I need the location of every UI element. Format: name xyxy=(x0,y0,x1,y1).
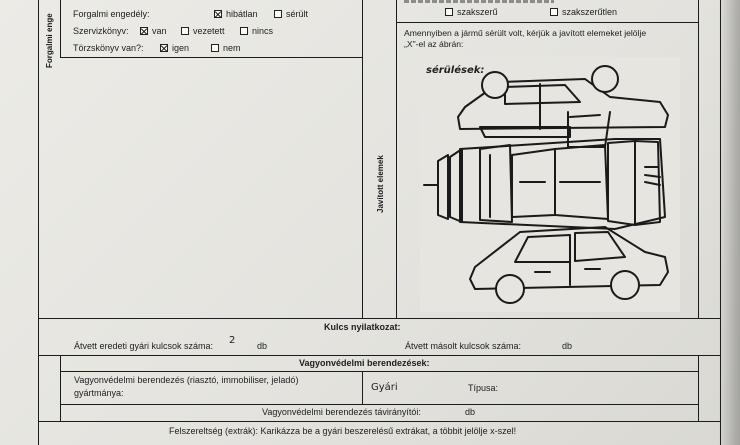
vagyon-right-line xyxy=(698,355,699,422)
damage-instruction-line1: Amennyiben a jármű sérült volt, kérjük a javított elemeket jelölje xyxy=(404,28,647,38)
remote-row-line xyxy=(60,404,698,405)
checkbox-szakszerutlen[interactable] xyxy=(550,8,558,16)
damage-label: sérülések: xyxy=(426,65,485,76)
checkbox-van[interactable] xyxy=(140,27,148,35)
kulcs-original-value: 2 xyxy=(229,335,236,346)
forgalmi-vertical-label: Forgalmi enge xyxy=(45,13,54,68)
vagyon-maker-label-1: Vagyonvédelmi berendezés (riasztó, immobiliser, jeladó) xyxy=(74,375,299,385)
checkbox-igen[interactable] xyxy=(160,44,168,52)
vagyon-left-line xyxy=(60,355,61,422)
checkbox-szakszeru[interactable] xyxy=(445,8,453,16)
felszereltseg-top-line xyxy=(38,421,720,422)
right-panel-divider xyxy=(396,22,698,23)
checkbox-vezetett[interactable] xyxy=(181,27,189,35)
checkbox-hibatlan[interactable] xyxy=(214,10,222,18)
vagyon-remote-unit: db xyxy=(465,407,476,417)
kulcs-original-label: Átvett eredeti gyári kulcsok száma: xyxy=(74,341,214,351)
kulcs-copy-unit: db xyxy=(562,341,573,351)
torzskonyv-label: Törzskönyv van?: xyxy=(73,43,144,53)
car-side-view-top xyxy=(458,66,668,147)
vagyon-gyari-value: Gyári xyxy=(371,382,398,393)
vagyon-maker-label-2: gyártmánya: xyxy=(74,388,124,398)
option-vezetett: vezetett xyxy=(193,26,225,36)
option-nem: nem xyxy=(223,43,241,53)
vagyon-tipus-label: Típusa: xyxy=(468,383,499,393)
checkbox-serult[interactable] xyxy=(274,10,282,18)
center-divider-line xyxy=(362,0,363,318)
checkbox-nem[interactable] xyxy=(211,44,219,52)
left-border-line xyxy=(38,0,39,445)
vagyon-col-line xyxy=(362,372,363,404)
page-edge-shadow xyxy=(718,0,740,445)
car-damage-diagram xyxy=(420,57,680,312)
felszereltseg-instruction: Felszereltség (extrák): Karikázza be a gyári beszerelésű extrákat, a többit jelölje x-szel! xyxy=(169,426,517,436)
upper-left-bottom-line xyxy=(60,57,362,58)
vagyon-top-line xyxy=(38,355,720,356)
option-szakszerutlen: szakszerűtlen xyxy=(562,7,618,17)
szervizkonyv-label: Szervizkönyv: xyxy=(73,26,129,36)
kulcs-top-line xyxy=(38,318,720,319)
car-side-view-bottom xyxy=(470,227,668,303)
checkbox-nincs[interactable] xyxy=(240,27,248,35)
option-nincs: nincs xyxy=(252,26,274,36)
right-panel-edge xyxy=(698,0,699,318)
option-igen: igen xyxy=(172,43,190,53)
kulcs-original-unit: db xyxy=(257,341,268,351)
cut-off-text xyxy=(404,0,554,3)
forgalmi-engedely-label: Forgalmi engedély: xyxy=(73,9,150,19)
kulcs-copy-label: Átvett másolt kulcsok száma: xyxy=(405,341,522,351)
option-van: van xyxy=(152,26,167,36)
javitott-divider xyxy=(396,0,397,318)
vagyon-title: Vagyonvédelmi berendezések: xyxy=(299,358,430,368)
kulcs-title: Kulcs nyilatkozat: xyxy=(324,322,401,332)
option-szakszeru: szakszerű xyxy=(457,7,498,17)
car-top-view-middle xyxy=(424,139,665,229)
javitott-elemek-vertical-label: Javított elemek xyxy=(376,155,385,213)
option-hibatlan: hibátlan xyxy=(226,9,258,19)
vagyon-remote-label: Vagyonvédelmi berendezés távirányítói: xyxy=(262,407,421,417)
vagyon-row-line xyxy=(60,371,698,372)
damage-instruction-line2: „X"-el az ábrán: xyxy=(404,39,464,49)
option-serult: sérült xyxy=(286,9,309,19)
vertical-label-divider xyxy=(60,0,61,58)
